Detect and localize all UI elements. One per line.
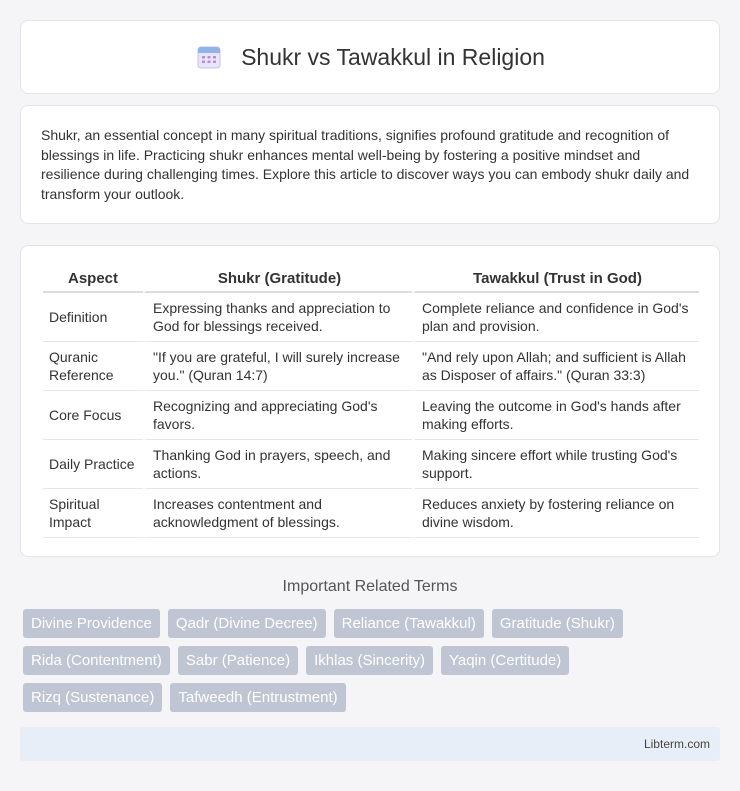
table-cell-aspect: Quranic Reference bbox=[43, 342, 143, 391]
table-header-aspect: Aspect bbox=[43, 266, 143, 293]
table-header-shukr: Shukr (Gratitude) bbox=[143, 266, 412, 293]
table-row bbox=[43, 489, 699, 538]
page-title: Shukr vs Tawakkul in Religion bbox=[241, 43, 545, 70]
tag-divine-providence[interactable]: Divine Providence bbox=[23, 609, 160, 638]
tag-row bbox=[23, 646, 723, 675]
tag-sabr[interactable]: Sabr (Patience) bbox=[178, 646, 298, 675]
tag-ikhlas[interactable]: Ikhlas (Sincerity) bbox=[306, 646, 433, 675]
table-cell-tawakkul: Leaving the outcome in God's hands after making efforts. bbox=[412, 391, 699, 440]
table-cell-shukr: Thanking God in prayers, speech, and actions. bbox=[143, 440, 412, 489]
table-cell-shukr: Recognizing and appreciating God's favors. bbox=[143, 391, 412, 440]
table-cell-tawakkul: Reduces anxiety by fostering reliance on divine wisdom. bbox=[412, 489, 699, 538]
tag-gratitude[interactable]: Gratitude (Shukr) bbox=[492, 609, 623, 638]
intro-text: Shukr, an essential concept in many spiritual traditions, signifies profound gratitude and recognition of blessings in life. Practicing shukr enhances mental well-being by fostering a positive mindset and resilience during challenging times. Explore this article to discover ways you can embody shukr daily and transform your outlook. bbox=[41, 127, 690, 202]
table-header-tawakkul: Tawakkul (Trust in God) bbox=[412, 266, 699, 293]
comparison-table-card bbox=[20, 245, 720, 557]
table-cell-tawakkul: Making sincere effort while trusting God's support. bbox=[412, 440, 699, 489]
tag-tafweedh[interactable]: Tafweedh (Entrustment) bbox=[170, 683, 345, 712]
table-cell-tawakkul: "And rely upon Allah; and sufficient is Allah as Disposer of affairs." (Quran 33:3) bbox=[412, 342, 699, 391]
tag-rizq[interactable]: Rizq (Sustenance) bbox=[23, 683, 162, 712]
table-row bbox=[43, 293, 699, 342]
title-row bbox=[195, 43, 545, 71]
table-cell-aspect: Core Focus bbox=[43, 391, 143, 440]
related-terms-tags bbox=[23, 609, 723, 720]
calendar-icon bbox=[195, 43, 223, 71]
table-cell-aspect: Daily Practice bbox=[43, 440, 143, 489]
comparison-table bbox=[43, 266, 699, 538]
table-row bbox=[43, 342, 699, 391]
footer bbox=[20, 727, 720, 761]
table-header-row bbox=[43, 266, 699, 293]
tag-yaqin[interactable]: Yaqin (Certitude) bbox=[441, 646, 569, 675]
tag-qadr[interactable]: Qadr (Divine Decree) bbox=[168, 609, 326, 638]
tag-rida[interactable]: Rida (Contentment) bbox=[23, 646, 170, 675]
table-row bbox=[43, 440, 699, 489]
table-cell-shukr: Expressing thanks and appreciation to God for blessings received. bbox=[143, 293, 412, 342]
table-cell-aspect: Definition bbox=[43, 293, 143, 342]
table-cell-tawakkul: Complete reliance and confidence in God's plan and provision. bbox=[412, 293, 699, 342]
table-cell-shukr: Increases contentment and acknowledgment of blessings. bbox=[143, 489, 412, 538]
intro-card bbox=[20, 105, 720, 224]
footer-site-link[interactable]: Libterm.com bbox=[643, 737, 710, 751]
related-terms-title: Important Related Terms bbox=[282, 578, 458, 595]
table-row bbox=[43, 391, 699, 440]
tag-row bbox=[23, 683, 723, 712]
tag-reliance[interactable]: Reliance (Tawakkul) bbox=[334, 609, 484, 638]
tag-row bbox=[23, 609, 723, 638]
table-cell-aspect: Spiritual Impact bbox=[43, 489, 143, 538]
header-card bbox=[20, 20, 720, 94]
table-cell-shukr: "If you are grateful, I will surely increase you." (Quran 14:7) bbox=[143, 342, 412, 391]
